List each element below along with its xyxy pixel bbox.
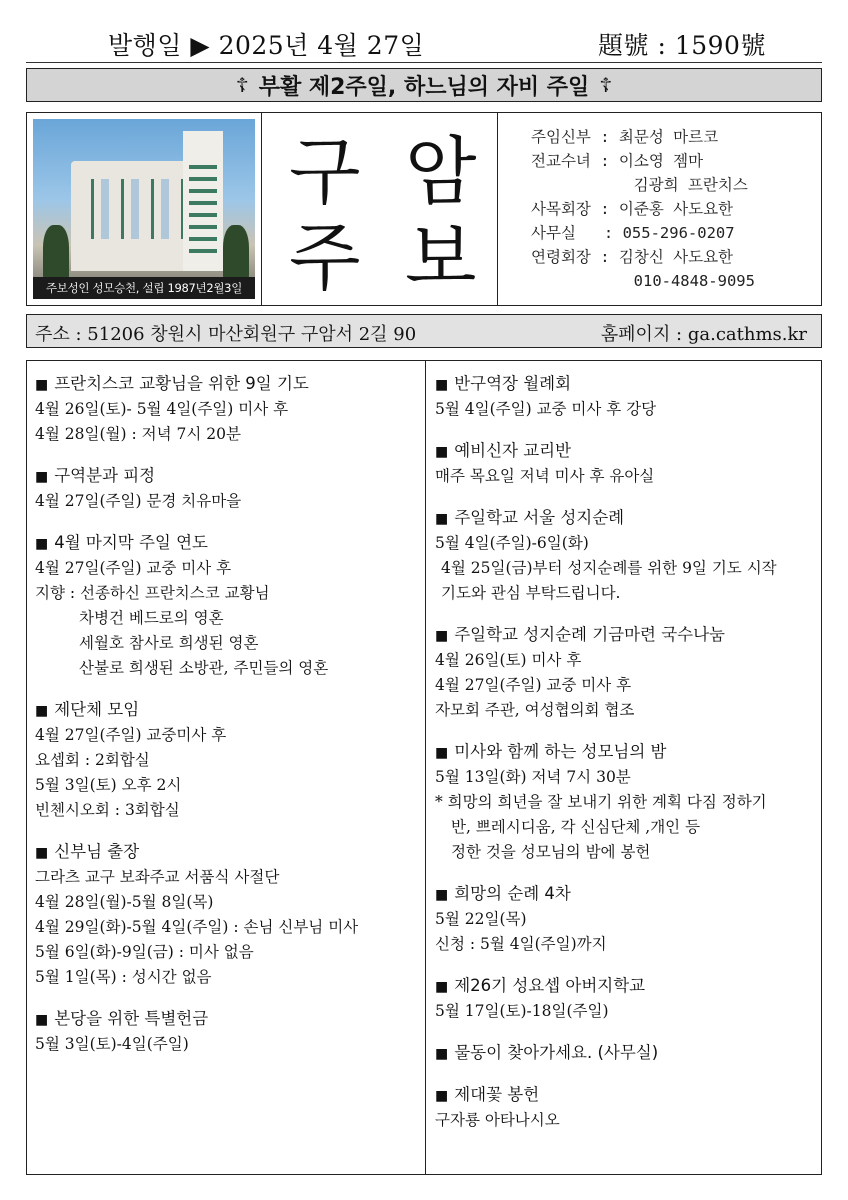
staff-line: 전교수녀 : 이소영 젬마 [531, 152, 704, 170]
section-line: 매주 목요일 저녁 미사 후 유아실 [435, 467, 655, 485]
section-line: 신청 : 5월 4일(주일)까지 [435, 935, 607, 953]
photo-caption: 주보성인 성모승천, 설립 1987년2월3일 [33, 277, 255, 299]
section-line: 5월 17일(토)-18일(주일) [435, 1002, 609, 1020]
bullet-square-icon: ■ [435, 377, 449, 393]
section-line: 5월 3일(토)-4일(주일) [35, 1035, 189, 1053]
section-line: 정한 것을 성모님의 밤에 봉헌 [451, 843, 651, 861]
section-title: ■ 신부님 출장 [35, 842, 140, 861]
bulletin-name-char: 구 [289, 129, 361, 215]
notice-section [35, 1006, 423, 1057]
notice-section [435, 973, 817, 1024]
section-line: 4월 27일(주일) 문경 치유마을 [35, 492, 242, 510]
bullet-square-icon: ■ [35, 845, 49, 861]
column-divider [425, 361, 426, 1174]
feast-title-bar [26, 68, 822, 102]
section-line: 4월 25일(금)부터 성지순례를 위한 9일 기도 시작 [441, 559, 777, 577]
section-line: 요셉회 : 2회합실 [35, 751, 150, 769]
notice-section [35, 839, 423, 990]
bulletin-name-char: 주 [289, 215, 361, 301]
notice-section [35, 463, 423, 514]
staff-list [531, 125, 755, 293]
section-title: ■ 제단체 모임 [35, 700, 140, 719]
divider [261, 113, 262, 305]
section-line: 5월 3일(토) 오후 2시 [35, 776, 182, 794]
bullet-square-icon: ■ [35, 703, 49, 719]
staff-line: 김광희 프란치스 [531, 176, 748, 194]
issue-number: 題號 : 1590號 [598, 31, 766, 60]
bullet-square-icon: ■ [435, 628, 449, 644]
bullet-square-icon: ■ [435, 1088, 449, 1104]
notice-board [26, 360, 822, 1175]
staff-line: 010-4848-9095 [531, 272, 755, 290]
bullet-square-icon: ■ [435, 1046, 449, 1062]
bullet-square-icon: ■ [435, 511, 449, 527]
section-line: 4월 27일(주일) 교중 미사 후 [35, 559, 232, 577]
bullet-square-icon: ■ [435, 745, 449, 761]
section-title: ■ 제26기 성요셉 아버지학교 [435, 976, 646, 995]
section-line: 5월 4일(주일)-6일(화) [435, 534, 589, 552]
section-line: 5월 6일(화)-9일(금) : 미사 없음 [35, 943, 254, 961]
bullet-square-icon: ■ [435, 979, 449, 995]
cross-icon: ☦ [599, 73, 613, 97]
notice-section [435, 438, 817, 489]
section-title: ■ 주일학교 성지순례 기금마련 국수나눔 [435, 625, 725, 644]
notice-section [435, 1082, 817, 1133]
bullet-square-icon: ■ [35, 1012, 49, 1028]
section-line: 5월 22일(목) [435, 910, 527, 928]
bullet-square-icon: ■ [35, 469, 49, 485]
section-title: ■ 4월 마지막 주일 연도 [35, 533, 208, 552]
section-line: 기도와 관심 부탁드립니다. [441, 584, 621, 602]
staff-line: 주임신부 : 최문성 마르코 [531, 128, 719, 146]
divider [497, 113, 498, 305]
notice-section [435, 739, 817, 865]
bulletin-name-char: 암 [405, 129, 477, 215]
section-line: 4월 28일(월)-5월 8일(목) [35, 893, 214, 911]
section-line: * 희망의 희년을 잘 보내기 위한 계획 다짐 정하기 [435, 793, 767, 811]
homepage-link[interactable]: 홈페이지 : ga.cathms.kr [600, 324, 807, 345]
section-title: ■ 희망의 순례 4차 [435, 884, 571, 903]
notice-section [35, 530, 423, 681]
notice-section [35, 697, 423, 823]
section-line: 4월 29일(화)-5월 4일(주일) : 손님 신부님 미사 [35, 918, 359, 936]
bullet-square-icon: ■ [35, 536, 49, 552]
address-bar [26, 314, 822, 348]
section-line: 산불로 희생된 소방관, 주민들의 영혼 [79, 659, 329, 677]
notice-section [435, 881, 817, 957]
church-photo [33, 119, 255, 299]
header-rule [26, 62, 822, 63]
feast-title: 부활 제2주일, 하느님의 자비 주일 [258, 74, 590, 100]
staff-line: 사무실 : 055-296-0207 [531, 224, 735, 242]
tree-shape [43, 225, 69, 281]
right-column [435, 371, 817, 1149]
section-line: 4월 27일(주일) 교중 미사 후 [435, 676, 632, 694]
cross-icon: ☦ [235, 73, 249, 97]
notice-section [35, 371, 423, 447]
staff-line: 사목회장 : 이준홍 사도요한 [531, 200, 734, 218]
tree-shape [223, 225, 249, 281]
section-line: 지향 : 선종하신 프란치스코 교황님 [35, 584, 270, 602]
bullet-square-icon: ■ [435, 887, 449, 903]
header-line [0, 24, 848, 60]
section-line: 4월 27일(주일) 교중미사 후 [35, 726, 227, 744]
section-line: 4월 26일(토) 미사 후 [435, 651, 582, 669]
section-line: 5월 4일(주일) 교중 미사 후 강당 [435, 400, 657, 418]
section-line: 세월호 참사로 희생된 영혼 [79, 634, 259, 652]
masthead [26, 112, 822, 306]
church-address: 주소 : 51206 창원시 마산회원구 구암서 2길 90 [35, 324, 417, 345]
section-line: 빈첸시오회 : 3회합실 [35, 801, 180, 819]
section-line: 구자룡 아타나시오 [435, 1111, 560, 1129]
notice-section [435, 1040, 817, 1066]
bulletin-name-char: 보 [405, 215, 477, 301]
section-title: ■ 제대꽃 봉헌 [435, 1085, 540, 1104]
section-line: 자모회 주관, 여성협의회 협조 [435, 701, 635, 719]
notice-section [435, 622, 817, 723]
bullet-square-icon: ■ [435, 444, 449, 460]
section-title: ■ 주일학교 서울 성지순례 [435, 508, 625, 527]
section-line: 4월 26일(토)- 5월 4일(주일) 미사 후 [35, 400, 289, 418]
section-title: ■ 본당을 위한 특별헌금 [35, 1009, 209, 1028]
notice-section [435, 505, 817, 606]
section-line: 5월 1일(목) : 성시간 없음 [35, 968, 212, 986]
publish-date: 발행일 ▶ 2025년 4월 27일 [108, 31, 425, 60]
section-title: ■ 미사와 함께 하는 성모님의 밤 [435, 742, 667, 761]
left-column [35, 371, 423, 1073]
section-line: 5월 13일(화) 저녁 7시 30분 [435, 768, 631, 786]
section-title: ■ 프란치스코 교황님을 위한 9일 기도 [35, 374, 309, 393]
church-tower [183, 131, 223, 271]
section-line: 차병건 베드로의 영혼 [79, 609, 224, 627]
section-line: 그라츠 교구 보좌주교 서품식 사절단 [35, 868, 280, 886]
section-title: ■ 물동이 찾아가세요. (사무실) [435, 1043, 659, 1062]
staff-line: 연령회장 : 김창신 사도요한 [531, 248, 734, 266]
section-line: 반, 쁘레시디움, 각 신심단체 ,개인 등 [451, 818, 701, 836]
section-line: 4월 28일(월) : 저녁 7시 20분 [35, 425, 241, 443]
bullet-square-icon: ■ [35, 377, 49, 393]
section-title: ■ 구역분과 피정 [35, 466, 156, 485]
section-title: ■ 예비신자 교리반 [435, 441, 572, 460]
section-title: ■ 반구역장 월례회 [435, 374, 572, 393]
notice-section [435, 371, 817, 422]
